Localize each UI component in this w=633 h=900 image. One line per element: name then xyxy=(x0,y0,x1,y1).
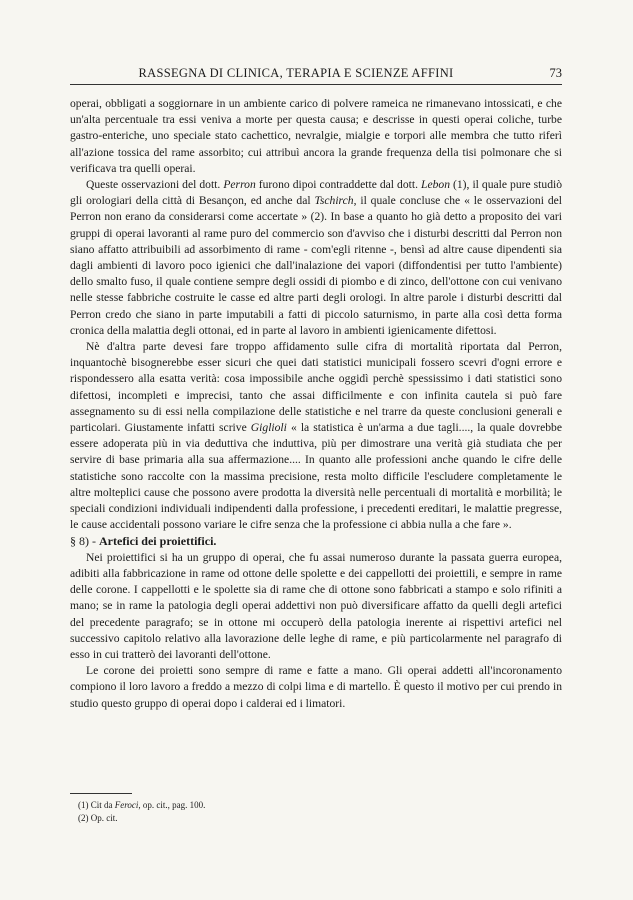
section-title: Artefici dei proiettifici. xyxy=(99,534,217,549)
footnote-rule xyxy=(70,793,132,794)
paragraph-4: Nei proiettifici si ha un gruppo di operai, che fu assai numeroso durante la passata guerra europea, adibiti alla fabbricazione in rame od ottone delle spolette e dei cappellotti dei proiettili, e sempre in rame delle corone. I cappellotti e le spolette sia di rame che di ottone sono fabbricati a stampo e solo rifiniti a mano; se in rame la patologia degli operai addettivi non può diversificare affatto da quelli degli artefici del precedente paragrafo; se in ottone mi occuperò della patologia inerente ai rispettivi artefici nel successivo capitolo relativo alla lavorazione delle leghe di rame, e più particolarmente nel paragrafo di esso in cui tratterò dei lavoranti dell'ottone. xyxy=(70,550,562,661)
footnote-1-rest: , op. cit., pag. 100. xyxy=(138,800,206,810)
paragraph-2-text-d: , il quale concluse che « le osservazioni del Perron non erano da considerarsi come accertate » (2). In base a quanto ho già detto a proposito dei vari gruppi di operai lavoranti al rame puro del commercio son d'avviso che i disturbi descritti dal Perron non siano affatto attribuibili ad assorbimento di rame - com'egli ritenne -, bensì ad altre cause dipendenti sia dagli ambienti di lavoro poco igienici che dall'inalazione dei vapori (diffondentisi per tutto l'ambiente) dello smalto fuso, il quale contiene sempre degli ossidi di piombo e di zinco, dell'ottone con cui venivano nelle stesse fabbriche costruite le casse ed altre parti degli orologi. In altre parole i disturbi descritti dal Perron credo che siano in parte imputabili a fatti di piccolo saturnismo, in parte alla così detta forma cronica della malattia degli ottonai, ed in parte al lavoro in ambienti igienicamente difettosi. xyxy=(70,194,562,337)
footnote-2: (2) Op. cit. xyxy=(78,812,118,823)
author-tschirch: Tschirch xyxy=(314,194,354,208)
paragraph-3-text-b: « la statistica è un'arma a due tagli...., la quale dovrebbe essere adoperata più in via deduttiva che induttiva, più per dimostrare una verità già studiata che per servire di base primaria alla sua affermazione.... In quanto alle professioni anche quando le cifre delle statistiche sono raccolte con la massima precisione, resta molto difficile l'escludere completamente le altre molteplici cause che possono avere prodotta la diversità nelle percentuali di mortalità e morbilità; le speciali condizioni individuali indipendenti dalla professione, i precedenti ereditari, le malattie pregresse, le cause accidentali possono variare le cifre senza che la professione ci abbia nulla a che fare ». xyxy=(70,421,562,532)
page-number: 73 xyxy=(549,66,562,80)
footnote-1-marker: (1) Cit da xyxy=(78,800,115,810)
page-header xyxy=(70,64,562,85)
paragraph-2-text-b: furono dipoi contraddette dal dott. xyxy=(255,178,422,192)
paragraph-2-text-a: Queste osservazioni del dott. xyxy=(86,178,224,192)
footnotes xyxy=(70,793,562,824)
footnote-1 xyxy=(78,799,562,812)
author-lebon: Lebon xyxy=(421,178,450,192)
section-number: § 8) - xyxy=(70,534,96,549)
author-perron: Perron xyxy=(223,178,256,192)
paragraph-2-text-c: (1), il quale pure studiò gli orologiari della città di Besançon, ed anche dal xyxy=(70,178,563,208)
paragraph-5: Le corone dei proietti sono sempre di rame e fatte a mano. Gli operai addetti all'incoronamento compiono il loro lavoro a freddo a mezzo di colpi lima e di martello. È questo il motivo per cui prendo in studio questo gruppo di operai dopo i calderai ed i limatori. xyxy=(70,664,562,710)
paragraph-3 xyxy=(70,339,562,533)
body-text xyxy=(70,96,562,712)
author-giglioli: Giglioli xyxy=(250,421,287,435)
section-heading xyxy=(70,533,562,549)
paragraph-1: operai, obbligati a soggiornare in un ambiente carico di polvere rameica ne rimanevano intossicati, e che un'alta percentuale tra essi veniva a morte per questa causa; e descrisse in questi operai coliche, turbe gastro-enteriche, uno speciale stato cachettico, nevralgie, mialgie e torpori alle membra che tutto riferì all'azione tossica del rame assorbito; cui attribuì ancora la grande frequenza della tisi polmonare che si verificava tra quelli operai. xyxy=(70,97,562,175)
footnote-1-author: Feroci xyxy=(114,800,139,810)
running-head: RASSEGNA DI CLINICA, TERAPIA E SCIENZE AFFINI xyxy=(138,66,454,80)
paragraph-3-text-a: Nè d'altra parte devesi fare troppo affidamento sulle cifra di mortalità riportata dal Perron, inquantochè bisognerebbe esser sicuri che quei dati statistici municipali fossero scevri d'ogni errore e rispondessero alla esatta verità: cosa impossibile anche oggidì perchè spessissimo i dati statistici sono difettosi, incompleti e imprecisi, tanto che assai difficilmente e con infinita cautela si può fare assegnamento su di essi nella compilazione delle statistiche e nel trarre da queste conclusioni generali e particolari. Giustamente infatti scrive xyxy=(70,340,562,435)
paragraph-2 xyxy=(70,177,562,339)
